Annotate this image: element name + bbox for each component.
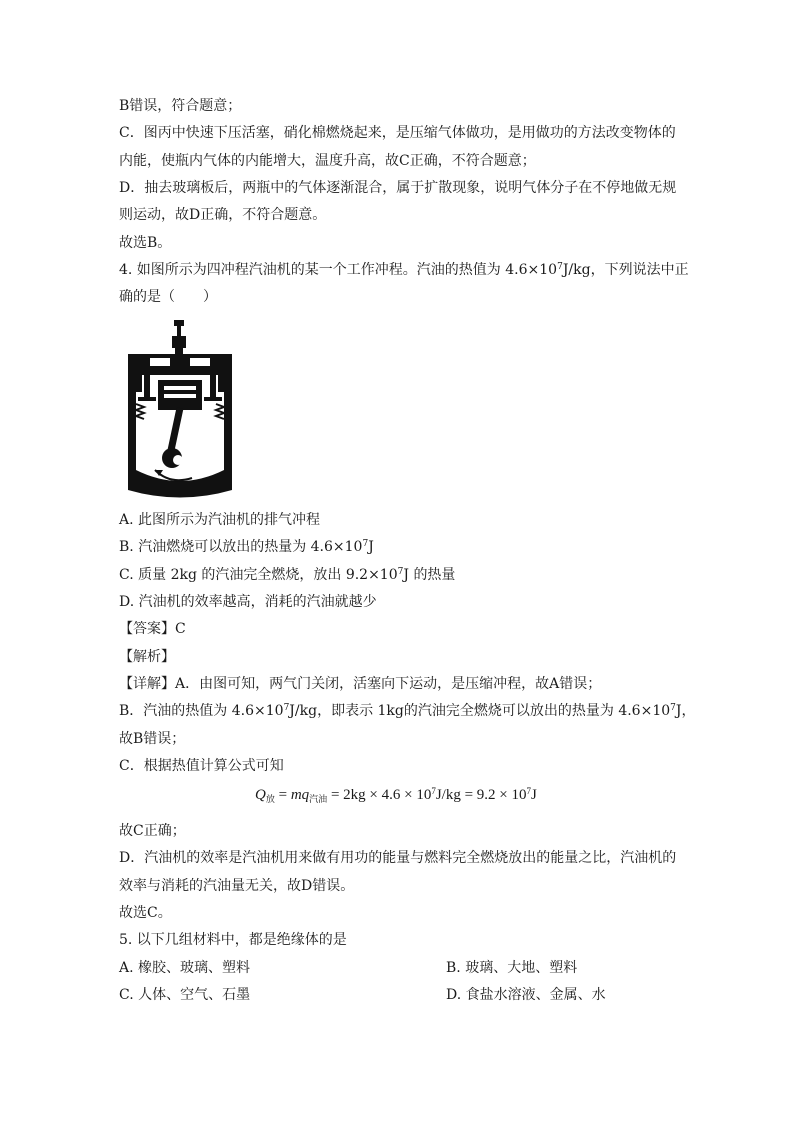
option-d: D. 汽油机的效率越高，消耗的汽油就越少 — [119, 594, 377, 610]
detail-a: 【详解】A．由图可知，两气门关闭，活塞向下运动，是压缩冲程，故A错误； — [119, 676, 602, 692]
question-stem: 5. 以下几组材料中，都是绝缘体的是 — [119, 932, 347, 948]
detail-b: B．汽油的热值为 $4.6\times 10^7J/kg$，即表示 1kg的汽油完全燃烧可以放出的热量为 $4.6\times 10^7J$， — [119, 703, 696, 719]
text-line: B错误，符合题意； — [119, 98, 242, 114]
engine-cylinder-diagram — [120, 320, 240, 500]
text-line: D．抽去玻璃板后，两瓶中的气体逐渐混合，属于扩散现象，说明气体分子在不停地做无规 — [119, 180, 677, 196]
option-a: A. 此图所示为汽油机的排气冲程 — [119, 512, 321, 528]
text-line: 故选B。 — [119, 235, 172, 251]
option-b: B. 汽油燃烧可以放出的热量为 $4.6\times 10^7J$ — [119, 539, 374, 555]
formula: $Q_放 = mq_{汽油} = 2kg \times 4.6 \times 10^7J/kg = 9.2 \times 10^7J$ — [255, 786, 537, 804]
text-line: 则运动，故D正确，不符合题意。 — [119, 207, 327, 223]
text-line: C．图丙中快速下压活塞，硝化棉燃烧起来，是压缩气体做功，是用做功的方法改变物体的 — [119, 125, 676, 141]
analysis-heading: 【解析】 — [119, 649, 175, 665]
option-d: D. 食盐水溶液、金属、水 — [446, 987, 606, 1003]
detail-d-cont: 效率与消耗的汽油量无关，故D错误。 — [119, 878, 355, 894]
detail-c-cont: 故C正确； — [119, 823, 186, 839]
option-c: C. 质量 2kg 的汽油完全燃烧，放出 $9.2\times 10^7J$ 的热量 — [119, 567, 456, 583]
option-b: B. 玻璃、大地、塑料 — [446, 960, 578, 976]
conclusion: 故选C。 — [119, 905, 172, 921]
option-c: C. 人体、空气、石墨 — [119, 987, 251, 1003]
question-stem-cont: 确的是（ ） — [119, 289, 217, 305]
detail-c: C．根据热值计算公式可知 — [119, 758, 284, 774]
detail-d: D．汽油机的效率是汽油机用来做有用功的能量与燃料完全燃烧放出的能量之比，汽油机的 — [119, 850, 677, 866]
text-line: 内能，使瓶内气体的内能增大，温度升高，故C正确，不符合题意； — [119, 153, 536, 169]
option-a: A. 橡胶、玻璃、塑料 — [119, 960, 251, 976]
question-stem: 4. 如图所示为四冲程汽油机的某一个工作冲程。汽油的热值为 $4.6\times 10^7J/kg$，下列说法中正 — [119, 262, 689, 278]
answer: 【答案】C — [119, 621, 186, 637]
detail-b-cont: 故B错误； — [119, 731, 186, 747]
